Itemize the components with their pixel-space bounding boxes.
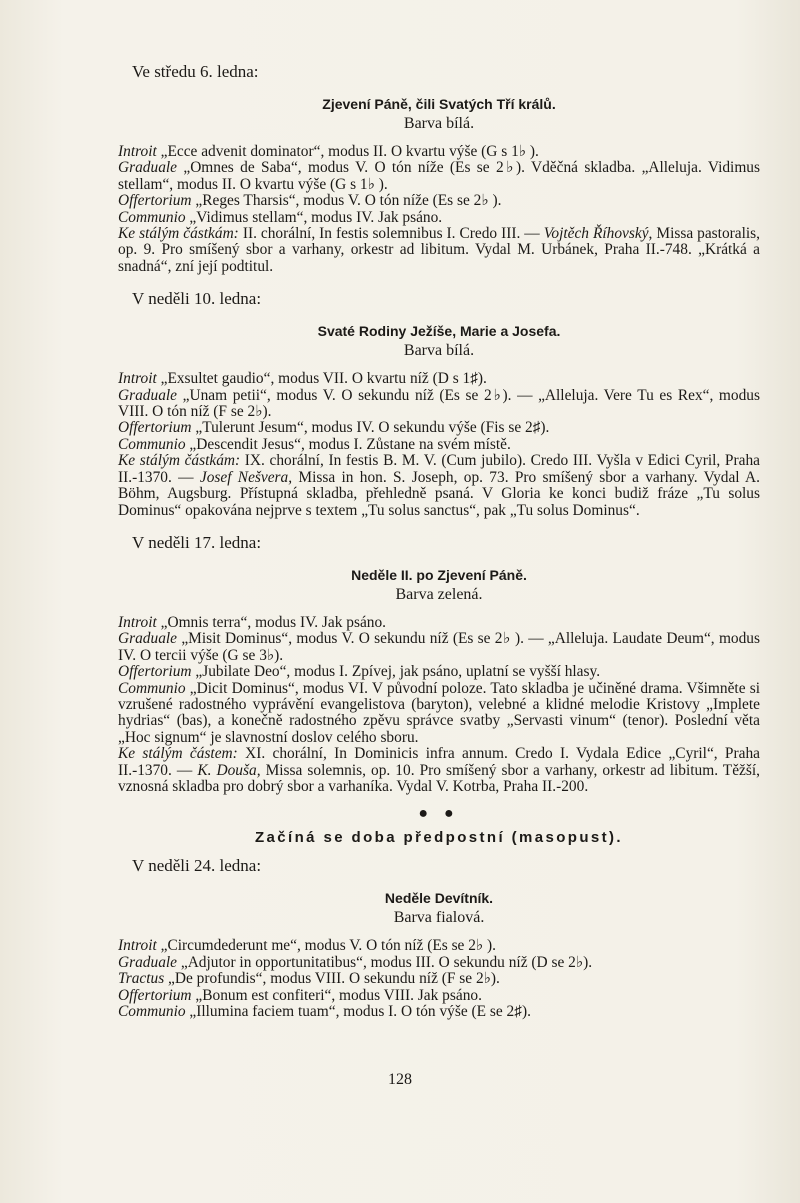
entry-introit: Introit „Ecce advenit dominator“, modus II. O kvartu výše (G s 1♭ ). <box>118 143 539 160</box>
page-number: 128 <box>388 1071 412 1088</box>
section-jan-24 <box>118 856 760 1020</box>
season-heading: Začíná se doba předpostní (masopust). <box>254 829 623 847</box>
entry-communio: Communio „Descendit Jesus“, modus I. Zůstane na svém místě. <box>118 435 511 453</box>
entry-ordinary: Ke stálým částem: XI. chorální, In Dominicis infra annum. Credo I. Vydala Edice „Cyril“, Praha II.-1370. — K. Douša, Missa solemnis, op. 10. Pro smíšený sbor a varhany, orkestr ad libitum. Těžší, vznosná skladba pro dobrý sbor a varhaníka. Vydal V. Kotrba, Praha II.-200. <box>118 745 760 795</box>
entry-introit: Introit „Circumdederunt me“, modus V. O tón níž (Es se 2♭ ). <box>118 937 497 955</box>
entry-tractus: Tractus „De profundis“, modus VIII. O sekundu níž (F se 2♭). <box>118 970 500 988</box>
feast-title: Neděle II. po Zjevení Páně. <box>351 566 527 583</box>
spacer <box>118 519 760 533</box>
liturgical-color: Barva zelená. <box>395 585 483 603</box>
entry-graduale: Graduale „Omnes de Saba“, modus V. O tón níže (Es se 2♭). Vděčná skladba. „Alleluja. Vidimus stellam“, modus II. O kvartu výše (G s 1♭ ). <box>118 159 760 193</box>
section-separator: ● ● <box>418 805 460 823</box>
feast-title: Zjevení Páně, čili Svatých Tří králů. <box>322 96 556 112</box>
entry-introit: Introit „Exsultet gaudio“, modus VII. O kvartu níž (D s 1♯). <box>118 370 487 388</box>
liturgical-color: Barva fialová. <box>393 909 485 927</box>
entry-graduale: Graduale „Misit Dominus“, modus V. O sekundu níž (Es se 2♭ ). — „Alleluja. Laudate Deum“, modus IV. O tercii výše (G se 3♭). <box>118 630 760 664</box>
feast-title: Svaté Rodiny Ježíše, Marie a Josefa. <box>317 323 561 340</box>
date-heading: V neděli 10. ledna: <box>132 289 262 309</box>
entry-communio: Communio „Vidimus stellam“, modus IV. Jak psáno. <box>118 208 443 226</box>
entry-communio: Communio „Illumina faciem tuam“, modus I. O tón výše (E se 2♯). <box>118 1003 531 1020</box>
entry-ordinary: Ke stálým částkám: IX. chorální, In festis B. M. V. (Cum jubilo). Credo III. Vyšla v Edici Cyril, Praha II.-1370. — Josef Nešvera, Missa in hon. S. Joseph, op. 73. Pro smíšený sbor a varhany. Vydal A. Böhm, Augsburg. Přístupná skladba, přehledně psaná. V Gloria ke konci budiž fráze „Tu solus Dominus“ opakována nejprve s textem „Tu solus sanctus“, pak „Tu solus Dominus“. <box>118 452 760 519</box>
entry-introit: Introit „Omnis terra“, modus IV. Jak psáno. <box>118 613 387 631</box>
entry-graduale: Graduale „Adjutor in opportunitatibus“, modus III. O sekundu níž (D se 2♭). <box>118 953 593 971</box>
liturgical-color: Barva bílá. <box>403 342 475 360</box>
entry-offertorium: Offertorium „Jubilate Deo“, modus I. Zpívej, jak psáno, uplatní se vyšší hlasy. <box>118 663 601 681</box>
entry-communio: Communio „Dicit Dominus“, modus VI. V původní poloze. Tato skladba je učiněné drama. Všimněte si vzrušené radostného vyprávění evangelistova (baryton), velebné a klidné melodie Kristovy „Implete hydrias“ (bas), a konečně radostného zpěvu správce svatby „Servasti vinum“ (tenor). Poslední věta „Hoc signum“ je slavnostní doslov celého sboru. <box>118 679 760 746</box>
feast-title: Neděle Devítník. <box>384 890 494 907</box>
entry-offertorium: Offertorium „Reges Tharsis“, modus V. O tón níže (Es se 2♭ ). <box>118 192 502 210</box>
date-heading: Ve středu 6. ledna: <box>132 62 259 81</box>
section-jan-17 <box>118 533 760 795</box>
section-jan-10 <box>118 289 760 519</box>
date-heading: V neděli 24. ledna: <box>132 856 262 876</box>
entry-offertorium: Offertorium „Tulerunt Jesum“, modus IV. O sekundu výše (Fis se 2♯). <box>118 419 550 437</box>
entry-graduale: Graduale „Unam petii“, modus V. O sekundu níž (Es se 2♭). — „Alleluja. Vere Tu es Rex“, modus VIII. O tón níž (F se 2♭). <box>118 386 760 421</box>
entry-offertorium: Offertorium „Bonum est confiteri“, modus VIII. Jak psáno. <box>118 986 482 1004</box>
spacer <box>118 275 760 289</box>
liturgical-color: Barva bílá. <box>403 115 475 132</box>
entry-ordinary: Ke stálým částkám: II. chorální, In festis solemnibus I. Credo III. — Vojtěch Říhovský, Missa pastoralis, op. 9. Pro smíšený sbor a varhany, orkestr ad libitum. Vydal M. Urbánek, Praha II.-748. „Krátká a snadná“, zní její podtitul. <box>118 225 760 275</box>
date-heading: V neděli 17. ledna: <box>132 532 262 552</box>
section-jan-6 <box>118 62 760 275</box>
